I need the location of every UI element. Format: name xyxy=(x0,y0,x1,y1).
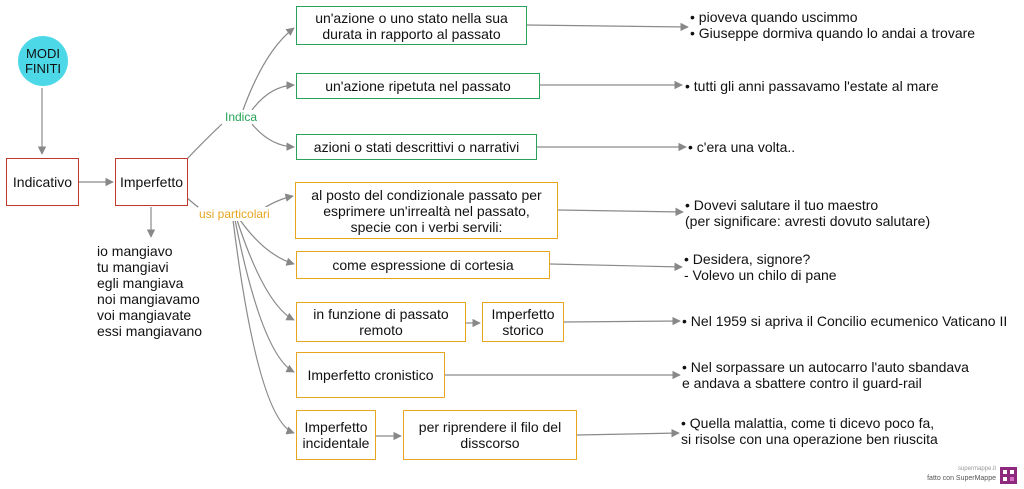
example-cortesia: • Desidera, signore? - Volevo un chilo di pane xyxy=(684,251,837,283)
supermappe-logo-icon xyxy=(1000,467,1017,484)
root-node-modi-finiti[interactable]: MODI FINITI xyxy=(18,36,68,86)
connector-ex-1 xyxy=(527,25,688,27)
connector-ex-8 xyxy=(577,433,679,435)
node-imperfetto[interactable]: Imperfetto xyxy=(115,158,188,206)
connector-imperfetto-indica xyxy=(186,124,222,160)
node-usi-cronistico[interactable]: Imperfetto cronistico xyxy=(296,352,445,398)
example-condizionale: • Dovevi salutare il tuo maestro (per significare: avresti dovuto salutare) xyxy=(685,197,931,229)
example-cronistico: • Nel sorpassare un autocarro l'auto sbandava e andava a sbattere contro il guard-rail xyxy=(682,359,969,391)
example-ripetuta: • tutti gli anni passavamo l'estate al mare xyxy=(685,78,939,94)
example-durata: • pioveva quando uscimmo • Giuseppe dormiva quando lo andai a trovare xyxy=(690,9,976,41)
connector-ex-5 xyxy=(550,264,682,267)
node-indica-ripetuta[interactable]: un'azione ripetuta nel passato xyxy=(296,73,540,99)
connector-indica-3 xyxy=(252,124,294,147)
branding-main: fatto con SuperMappe xyxy=(927,475,996,482)
connector-indica-1 xyxy=(243,28,294,110)
connector-usi-2 xyxy=(240,220,294,264)
connector-ex-4 xyxy=(558,210,683,212)
branding-small: supermappe.it xyxy=(957,466,996,472)
link-label-usi-particolari: usi particolari xyxy=(199,207,270,221)
branding xyxy=(920,466,1020,486)
node-usi-condizionale[interactable]: al posto del condizionale passato per esprimere un'irrealtà nel passato, specie con i verbi servili: xyxy=(295,182,558,239)
link-label-indica: Indica xyxy=(225,110,258,124)
node-usi-cortesia[interactable]: come espressione di cortesia xyxy=(296,251,550,279)
node-indicativo[interactable]: Indicativo xyxy=(6,158,79,206)
node-indica-descrittivi[interactable]: azioni o stati descrittivi o narrativi xyxy=(296,134,537,160)
example-passato-remoto: • Nel 1959 si apriva il Concilio ecumenico Vaticano II xyxy=(682,313,1008,329)
conjugation-list: io mangiavo tu mangiavi egli mangiava noi mangiavamo voi mangiavate essi mangiavano xyxy=(97,243,203,339)
example-incidentale: • Quella malattia, come ti dicevo poco fa, si risolse con una operazione ben riuscita xyxy=(681,415,938,447)
node-imperfetto-storico[interactable]: Imperfetto storico xyxy=(482,302,564,342)
node-indica-durata[interactable]: un'azione o uno stato nella sua durata in rapporto al passato xyxy=(296,6,527,45)
example-descrittivi: • c'era una volta.. xyxy=(688,139,796,155)
node-usi-incidentale[interactable]: Imperfetto incidentale xyxy=(296,410,376,460)
node-usi-passato-remoto[interactable]: in funzione di passato remoto xyxy=(296,302,466,342)
connector-indica-2 xyxy=(252,85,294,110)
node-riprendere-filo[interactable]: per riprendere il filo del disscorso xyxy=(403,410,577,460)
connector-ex-6 xyxy=(564,321,680,322)
